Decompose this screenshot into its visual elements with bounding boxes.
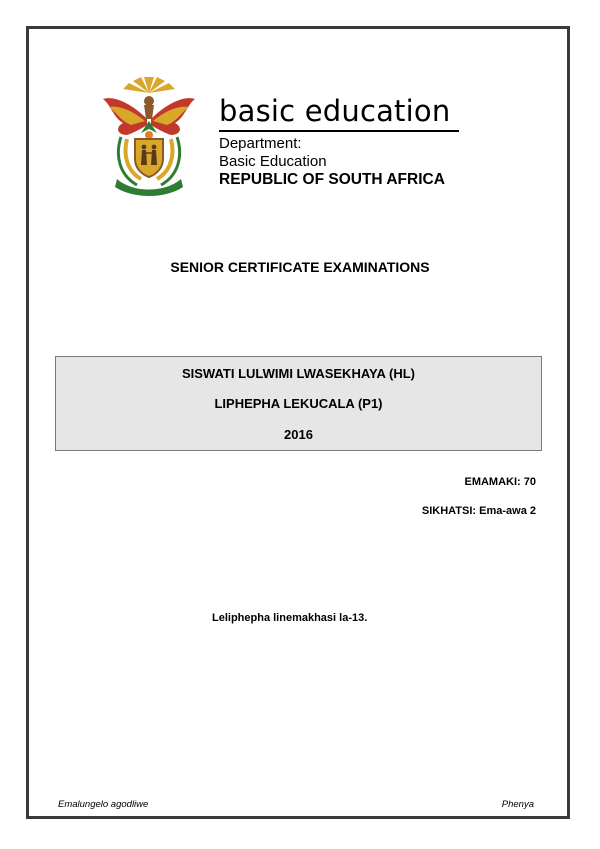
brand-divider — [219, 130, 459, 132]
marks-label: EMAMAKI: 70 — [464, 476, 536, 488]
page-count-note: Leliphepha linemakhasi la-13. — [212, 612, 368, 624]
time-label: SIKHATSI: Ema-awa 2 — [421, 505, 536, 517]
brand-country: REPUBLIC OF SOUTH AFRICA — [219, 171, 445, 188]
subject-box — [55, 356, 542, 451]
footer-turn-over: Phenya — [501, 799, 534, 810]
brand-department-label: Department: — [219, 135, 302, 152]
paper-name: LIPHEPHA LEKUCALA (P1) — [214, 396, 383, 411]
brand-title: basic education — [219, 94, 451, 128]
brand-department-name: Basic Education — [219, 153, 327, 170]
coat-of-arms-icon — [97, 75, 201, 199]
exam-title: SENIOR CERTIFICATE EXAMINATIONS — [170, 259, 430, 275]
exam-year: 2016 — [284, 427, 313, 442]
subject-name: SISWATI LULWIMI LWASEKHAYA (HL) — [181, 366, 416, 381]
footer-copyright: Emalungelo agodliwe — [58, 799, 149, 810]
department-branding — [219, 94, 459, 189]
